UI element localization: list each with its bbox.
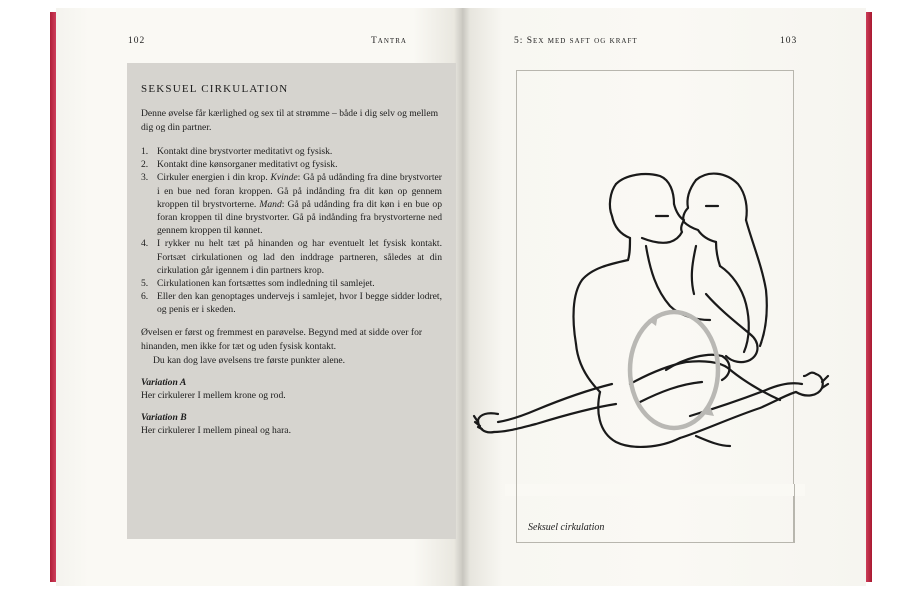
frame-line xyxy=(516,484,517,542)
steps-list xyxy=(141,145,442,317)
variation-b-text: Her cirkulerer I mellem pineal og hara. xyxy=(141,424,291,436)
step-item: 6. Eller den kan genoptages undervejs i samlejet, hvor I begge sidder lodret, og penis er i skeden. xyxy=(141,291,442,316)
variation-b-heading: Variation B xyxy=(141,411,187,423)
figure-caption: Seksuel cirkulation xyxy=(528,522,605,533)
step-item: 3. Cirkuler energien i din krop. Kvinde: Gå på udånding fra dine brystvorter i en bue ned foran kroppen. Gå på indånding fra dit køn op gennem kroppen til brystvorterne. Mand: Gå på udånding fra dit køn i en bue op foran kroppen til dine brystvorter. Gå på indånding fra brystvorterne ned gennem kroppen til kønnet. xyxy=(141,172,442,237)
step-item: 4. I rykker nu helt tæt på hinanden og har eventuelt let fysisk kontakt. Fortsæt cirkulationen og lad den inddrage partneren, således at din cirkulation går igennem i din partners krop. xyxy=(141,238,442,276)
left-running-head: Tantra xyxy=(371,36,407,46)
step-item: 5. Cirkulationen kan fortsættes som indledning til samlejet. xyxy=(141,278,375,290)
gutter-shadow xyxy=(454,8,470,586)
exercise-box xyxy=(127,63,456,539)
variation-a-text: Her cirkulerer I mellem krone og rod. xyxy=(141,389,286,401)
box-outro: Øvelsen er først og fremmest en parøvelse. Begynd med at sidde over for hinanden, men ikke for tæt og uden fysisk kontakt. xyxy=(141,326,423,352)
right-page-number: 103 xyxy=(780,36,798,46)
step-item: 2. Kontakt dine kønsorganer meditativt og fysisk. xyxy=(141,159,338,171)
variation-a-heading: Variation A xyxy=(141,376,187,388)
box-outro-note: Du kan dog lave øvelsens tre første punkter alene. xyxy=(153,354,346,366)
step-item: 1. Kontakt dine brystvorter meditativt og fysisk. xyxy=(141,146,333,157)
frame-line xyxy=(794,484,795,542)
frame-line xyxy=(516,542,795,543)
left-page-number: 102 xyxy=(128,36,146,46)
couple-illustration xyxy=(470,170,832,460)
right-running-head: 5: Sex med saft og kraft xyxy=(514,36,638,46)
box-intro: Denne øvelse får kærlighed og sex til at strømme – både i dig selv og mellem dig og din partner. xyxy=(141,108,439,133)
frame-gap xyxy=(505,484,805,496)
box-title: SEKSUEL CIRKULATION xyxy=(141,83,289,95)
